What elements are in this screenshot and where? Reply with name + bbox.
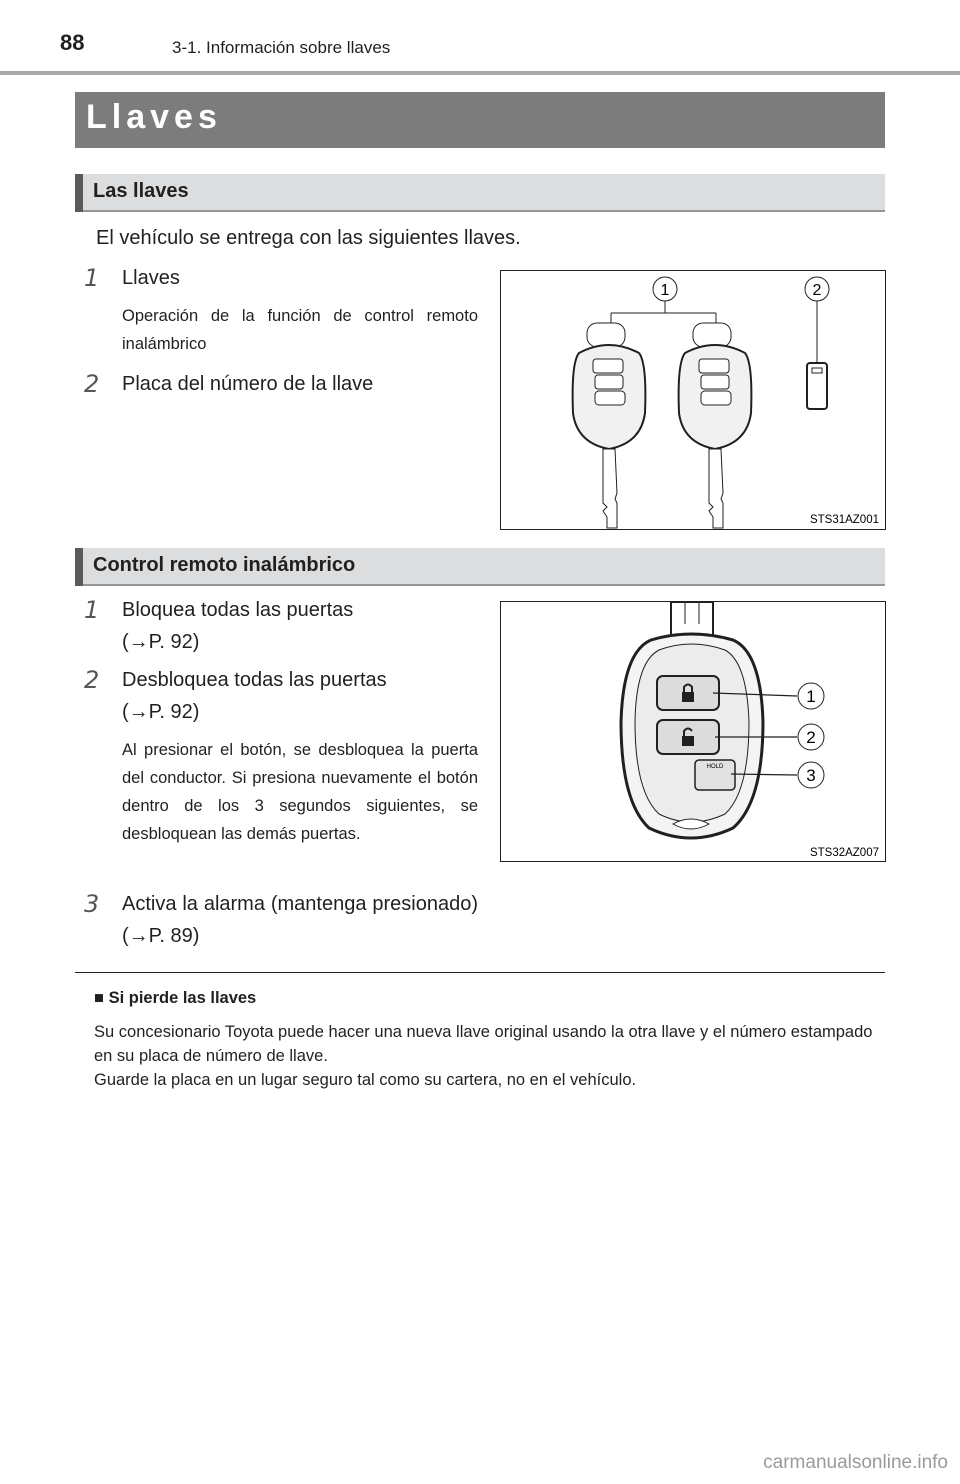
item-number: 1 <box>84 596 100 624</box>
heading-bar <box>75 174 83 212</box>
header-rule <box>0 71 960 75</box>
section-heading-remote <box>75 548 885 586</box>
svg-text:1: 1 <box>660 282 670 299</box>
callout-2 <box>805 277 829 301</box>
note-divider <box>75 972 885 973</box>
item-label: Desbloquea todas las puertas <box>122 669 387 691</box>
item-number: 3 <box>84 890 100 918</box>
keys-illustration <box>501 271 885 529</box>
item-reference: (→P. 92) <box>122 631 200 653</box>
watermark: carmanualsonline.info <box>763 1452 948 1473</box>
item-label: Bloquea todas las puertas <box>122 599 354 621</box>
svg-text:HOLD: HOLD <box>706 764 724 770</box>
page-title: Llaves <box>86 98 222 136</box>
section-heading-keys <box>75 174 885 212</box>
intro-text: El vehículo se entrega con las siguientes llaves. <box>96 227 521 249</box>
note-body <box>94 1020 889 1092</box>
item-number: 2 <box>84 666 100 694</box>
item-reference: (→P. 92) <box>122 701 200 723</box>
heading-bar <box>75 548 83 586</box>
note-line: Su concesionario Toyota puede hacer una nueva llave original usando la otra llave y el número estampado en su placa de número de llave. <box>94 1023 873 1065</box>
remote-figure <box>500 601 886 862</box>
item-label: Llaves <box>122 267 180 289</box>
item-label: Activa la alarma (mantenga presionado) (→P. 89) <box>122 893 478 947</box>
callout-1 <box>798 683 824 709</box>
figure-code: STS31AZ001 <box>809 514 879 526</box>
svg-text:1: 1 <box>806 687 816 706</box>
note-bullet: ■ <box>94 989 104 1007</box>
section-heading-text: Control remoto inalámbrico <box>93 554 356 576</box>
callout-3 <box>798 762 824 788</box>
figure-code: STS32AZ007 <box>809 847 879 859</box>
item-number: 1 <box>84 264 100 292</box>
note-heading <box>94 989 256 1008</box>
key-icon <box>679 323 752 528</box>
callout-2 <box>798 724 824 750</box>
item-detail: Al presionar el botón, se desbloquea la puerta del conductor. Si presiona nuevamente el botón dentro de los 3 segundos siguientes, se desbloquean las demás puertas. <box>122 741 478 843</box>
item-number: 2 <box>84 370 100 398</box>
item-detail: Operación de la función de control remoto inalámbrico <box>122 307 478 353</box>
section-heading-text: Las llaves <box>93 180 189 202</box>
key-icon <box>573 323 646 528</box>
keys-figure <box>500 270 886 530</box>
svg-text:2: 2 <box>812 282 822 299</box>
svg-text:3: 3 <box>806 766 816 785</box>
item-label: Placa del número de la llave <box>122 373 374 395</box>
svg-text:2: 2 <box>806 728 816 747</box>
note-heading-text: Si pierde las llaves <box>108 989 257 1007</box>
key-number-plate-icon <box>807 363 827 409</box>
remote-illustration <box>501 602 885 861</box>
page-number: 88 <box>60 30 85 55</box>
note-line: Guarde la placa en un lugar seguro tal como su cartera, no en el vehículo. <box>94 1071 637 1089</box>
section-path: 3-1. Información sobre llaves <box>172 38 391 57</box>
callout-1 <box>653 277 677 301</box>
remote-key-icon <box>621 602 763 838</box>
